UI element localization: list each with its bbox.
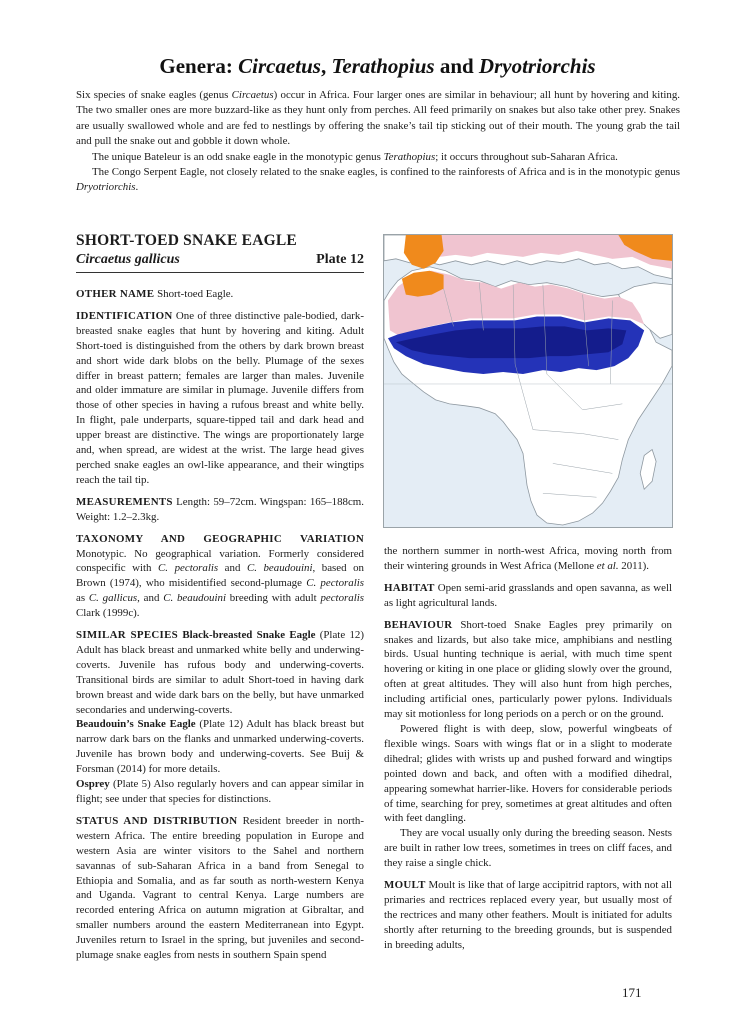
behaviour-flight: Powered flight is with deep, slow, powerful wingbeats of flexible wings. Soars with wings flat or in a slight to moderate dihedral; glides with wrists up and pushed forward and wingtips pointed down and back, and often with a modified dihedral, appearing somewhat harrier-like. Hovers for considerable periods of time, searching for prey, sometimes at great altitudes and often with feet dangling. [384, 722, 672, 825]
genus-intro [76, 88, 680, 196]
title-separator: , [320, 54, 332, 78]
behaviour-breeding: They are vocal usually only during the breeding season. Nests are built in rather low trees, sometimes in trees on cliff faces, and they raise a single chick. [384, 827, 672, 870]
section-habitat: HABITAT Open semi-arid grasslands and open savanna, as well as light agricultural lands. [384, 581, 672, 609]
distribution-map [383, 234, 673, 528]
species-header [76, 232, 364, 273]
section-measurements: MEASUREMENTS Length: 59–72cm. Wingspan: 165–188cm. Weight: 1.2–2.3kg. [76, 495, 364, 523]
page-number: 171 [622, 985, 642, 1000]
section-moult: MOULT Moult is like that of large accipitrid raptors, with not all primaries and rectrices replaced every year, but usually most of the rectrices and many other feathers. Moult is initiated for adults shortly after returning to the breeding grounds, but is suspended in breeding adults, [384, 879, 672, 951]
section-identification: IDENTIFICATION One of three distinctive pale-bodied, dark-breasted snake eagles that hunt by hovering and kiting. Adult Short-toed is distinguished from the others by dark brown breast and short wide dark blobs on the belly. Plumage of the sexes differ in breast pattern; females are larger than males. Juvenile and older immature are similar in plumage. Juvenile differs from those of other species in having a rufous breast and white belly. In flight, pale underparts, square-tipped tail and dark head and upper breast are distinctive. The wings are proportionately large and, when spread, are widest at the wrist. The large head gives perched snake eagles an owl-like appearance, and their wingtips reach the tail tip. [76, 309, 364, 486]
plate-reference: Plate 12 [316, 252, 364, 267]
similar-species-osprey: Osprey (Plate 5) Also regularly hovers and can appear similar in flight; see under that species for distinctions. [76, 778, 364, 805]
distribution-map-svg [384, 235, 672, 527]
page-title [0, 54, 755, 79]
title-genus-terathopius: Terathopius [331, 54, 435, 78]
species-scientific-name: Circaetus gallicus [76, 252, 180, 267]
similar-species-beaudouin: Beaudouin’s Snake Eagle (Plate 12) Adult has black breast but narrow dark bars on the flanks and unmarked underwing-coverts. Juvenile has brown body and underwing-coverts. See Buij & Forsman (2014) for more details. [76, 718, 364, 776]
intro-paragraph: Six species of snake eagles (genus Circaetus) occur in Africa. Four larger ones are similar in behaviour; all hunt by hovering and kiting. The two smaller ones are more buzzard-like as they hunt only from perches. All feed primarily on snakes but also take other prey. Snakes are usually swallowed whole and are fed to nestlings by offering the snake’s tail tip sticking out of their mouth. The young grab the tail and pull the snake out and gobble it down whole. [76, 89, 680, 148]
intro-paragraph: The unique Bateleur is an odd snake eagle in the monotypic genus Terathopius; it occurs throughout sub-Saharan Africa. [92, 150, 618, 163]
text-column-right [384, 544, 672, 953]
section-status-distribution: STATUS AND DISTRIBUTION Resident breeder in north-western Africa. The entire breeding population in Europe and western Asia are winter visitors to the Sahel and northern savannas of sub-Saharan Africa in a band from Senegal to Ethiopia and Somalia, and as far south as north-western Kenya and Uganda. Vagrant to central Kenya. Large numbers are recorded entering Africa on autumn migration at Gibraltar, and smaller numbers around the eastern Mediterranean into Egypt. Juveniles return to Israel in the spring, but juveniles and second-plumage snake eagles from nests in southern Spain spend [76, 814, 364, 962]
species-subheader [76, 252, 364, 273]
section-behaviour: BEHAVIOUR Short-toed Snake Eagles prey primarily on snakes and lizards, but also take mice, amphibians and nestling birds. Usual hunting technique is aerial, with much time spent hovering or kiting in one place or gliding slowly over the ground, often at great altitudes. They will also hunt from high perches, including artificial ones, particularly power pylons. Individuals may sit motionless for long periods on a perch or on the ground. [384, 618, 672, 721]
title-separator: and [434, 54, 479, 78]
species-common-name: SHORT-TOED SNAKE EAGLE [76, 232, 297, 249]
section-taxonomy: TAXONOMY AND GEOGRAPHIC VARIATION Monotypic. No geographical variation. Formerly considered conspecific with C. pectoralis and C. beaudouini, based on Brown (1974), who misidentified second-plumage C. pectoralis as C. gallicus, and C. beaudouini breeding with adult pectoralis Clark (1999c). [76, 532, 364, 620]
text-column-left [76, 287, 364, 963]
intro-paragraph: The Congo Serpent Eagle, not closely related to the snake eagles, is confined to the rainforests of Africa and is in the monotypic genus Dryotriorchis. [76, 166, 680, 194]
section-similar-species: SIMILAR SPECIES Black-breasted Snake Eagle (Plate 12) Adult has black breast and unmarked white belly and underwing-coverts. Juvenile has rufous body and underwing-coverts. Transitional birds are similar to adult Short-toed in having dark brown breast and wide dark bars on the belly, but have unmarked secondaries and underwing-coverts. [76, 629, 364, 716]
title-genus-circaetus: Circaetus [238, 54, 321, 78]
title-prefix: Genera: [159, 54, 239, 78]
title-genus-dryotriorchis: Dryotriorchis [478, 54, 596, 78]
status-continuation: the northern summer in north-west Africa, moving north from their wintering grounds in West Africa (Mellone et al. 2011). [384, 545, 672, 572]
section-other-name: OTHER NAME Short-toed Eagle. [76, 288, 234, 300]
